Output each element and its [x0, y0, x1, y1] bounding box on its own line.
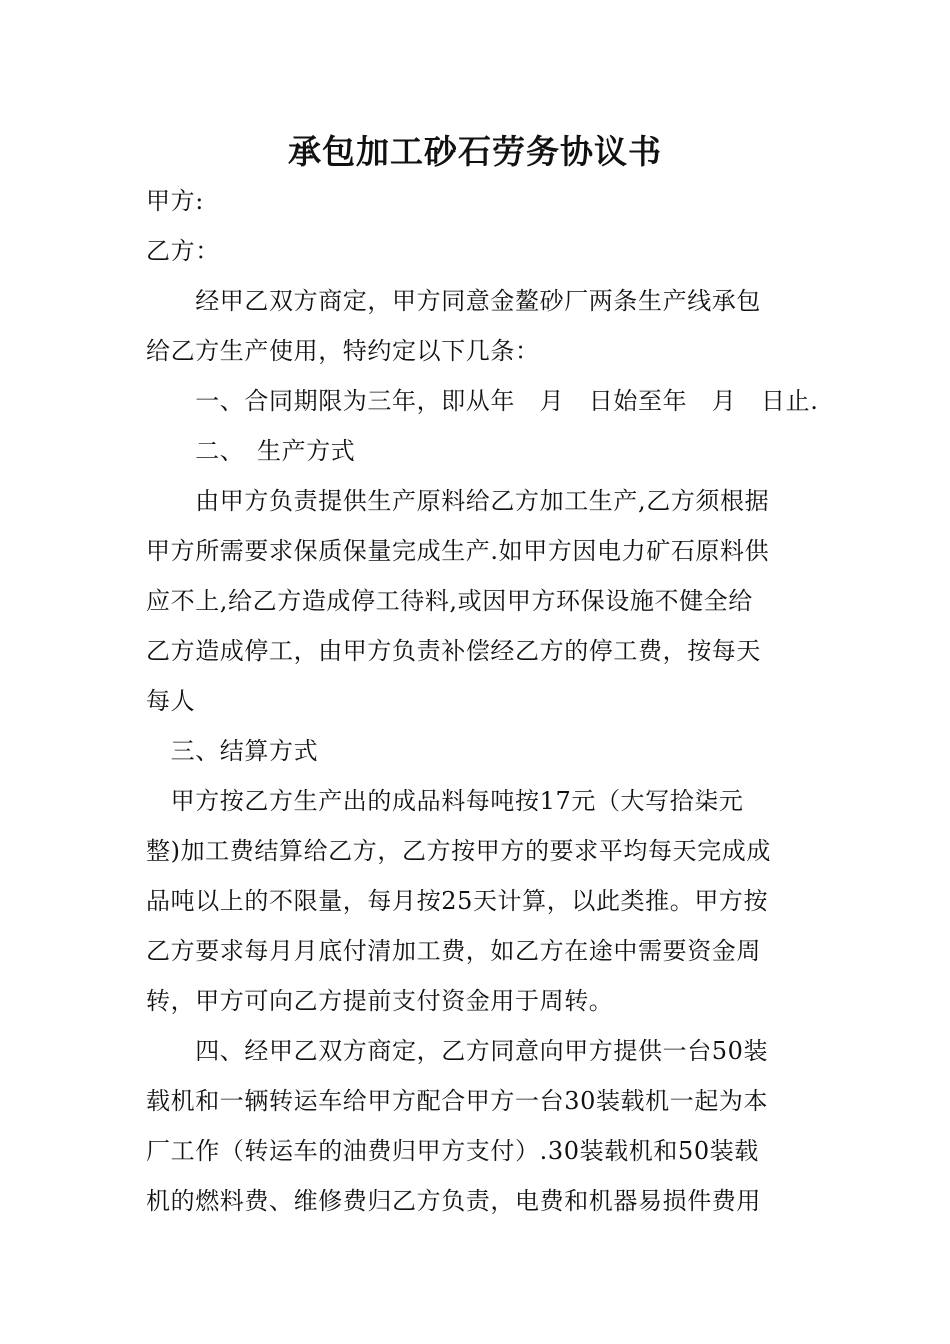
- paragraph-line: 应不上,给乙方造成停工待料,或因甲方环保设施不健全给: [146, 587, 753, 615]
- paragraph-line: 载机和一辆转运车给甲方配合甲方一台30装载机一起为本: [146, 1087, 769, 1115]
- paragraph-line: 每人: [146, 687, 196, 715]
- paragraph-line: 整)加工费结算给乙方，乙方按甲方的要求平均每天完成成: [146, 837, 771, 865]
- paragraph-line: 品吨以上的不限量，每月按25天计算，以此类推。甲方按: [146, 887, 769, 915]
- paragraph-line: 乙方要求每月月底付清加工费，如乙方在途中需要资金周: [146, 937, 761, 965]
- clause-1-line: 一、合同期限为三年，即从年 月 日始至年 月 日止.: [146, 387, 819, 415]
- paragraph-line: 转，甲方可向乙方提前支付资金用于周转。: [146, 987, 614, 1015]
- party-b-line: 乙方：: [146, 237, 220, 265]
- clause-3-heading: 三、结算方式: [146, 737, 319, 765]
- paragraph-line: 给乙方生产使用，特约定以下几条：: [146, 337, 540, 365]
- paragraph-line: 甲方所需要求保质保量完成生产.如甲方因电力矿石原料供: [146, 537, 770, 565]
- clause-2-heading: 二、 生产方式: [146, 437, 356, 465]
- paragraph-line: 厂工作（转运车的油费归甲方支付）.30装载机和50装载: [146, 1137, 759, 1165]
- paragraph-line: 经甲乙双方商定，甲方同意金鳌砂厂两条生产线承包: [146, 287, 761, 315]
- party-a-line: 甲方:: [146, 187, 204, 215]
- paragraph-line: 甲方按乙方生产出的成品料每吨按17元（大写拾柒元: [146, 787, 744, 815]
- paragraph-line: 由甲方负责提供生产原料给乙方加工生产,乙方须根据: [146, 487, 770, 515]
- paragraph-line: 乙方造成停工，由甲方负责补偿经乙方的停工费，按每天: [146, 637, 761, 665]
- clause-4-line: 四、经甲乙双方商定，乙方同意向甲方提供一台50装: [146, 1037, 769, 1065]
- paragraph-line: 机的燃料费、维修费归乙方负责，电费和机器易损件费用: [146, 1187, 761, 1215]
- document-title: 承包加工砂石劳务协议书: [288, 132, 662, 171]
